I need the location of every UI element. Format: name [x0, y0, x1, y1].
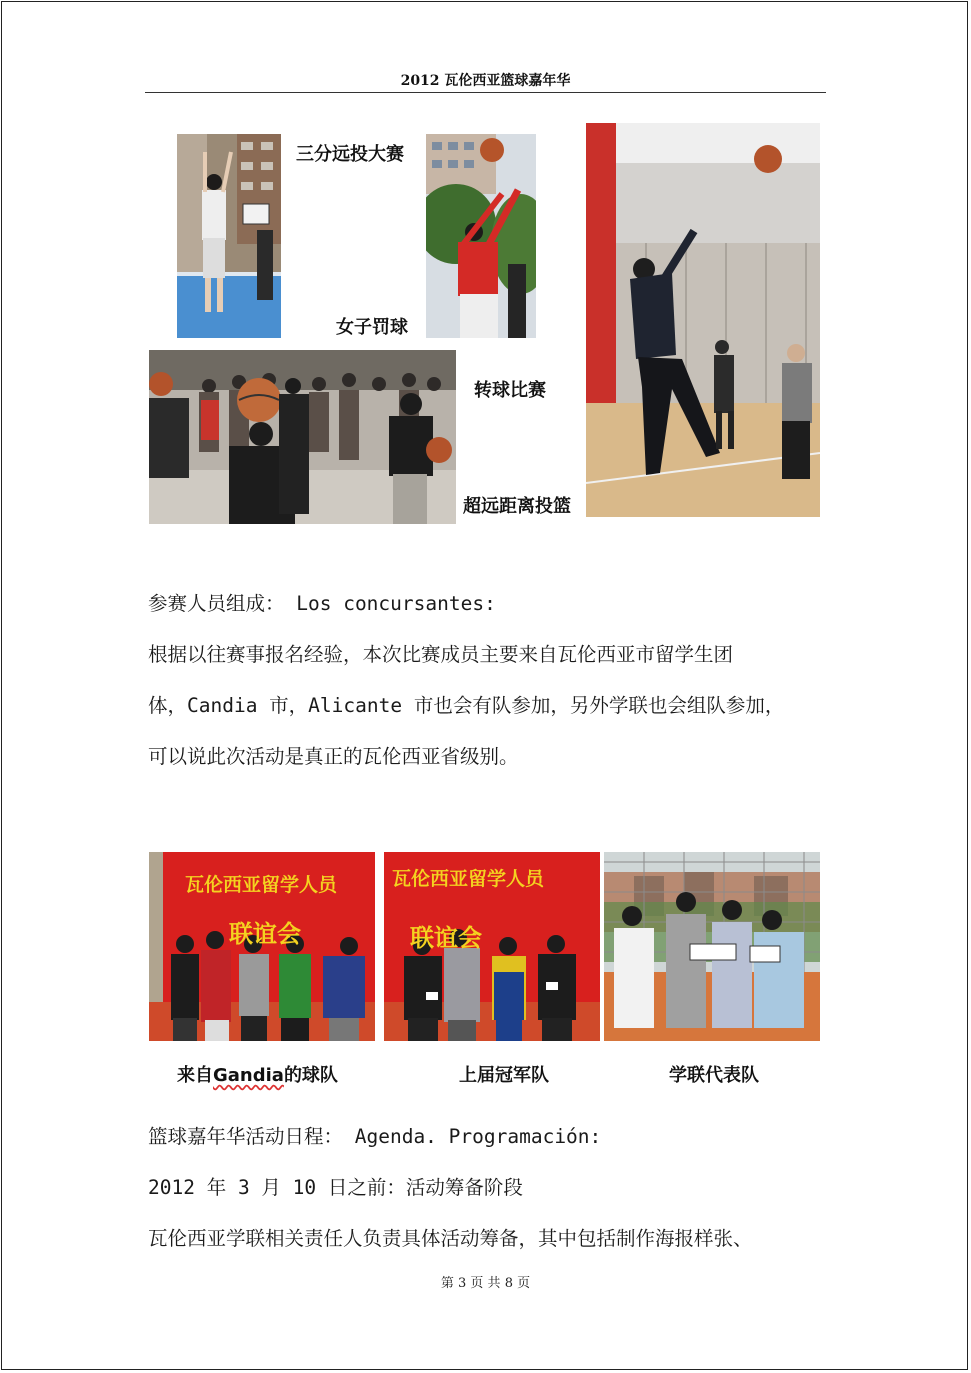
- caption-gandia-word: Gandia: [213, 1065, 284, 1086]
- photo-gandia-team: [149, 852, 375, 1041]
- caption-gandia-suffix: 的球队: [283, 1065, 338, 1086]
- participants-heading: 参赛人员组成： Los concursantes:: [148, 592, 496, 615]
- participants-line-2: 体，Candia 市，Alicante 市也会有队参加，另外学联也会组队参加，: [148, 694, 785, 717]
- photo-union-team: [604, 852, 820, 1041]
- banner-line-2: 联谊会: [410, 924, 482, 952]
- participants-line-3: 可以说此次活动是真正的瓦伦西亚省级别。: [148, 745, 519, 768]
- caption-gandia-prefix: 来自: [177, 1065, 213, 1086]
- caption-champion-team: 上届冠军队: [459, 1065, 549, 1086]
- photo-women-free-throw: [426, 134, 536, 338]
- photo-long-distance-shot: [586, 123, 820, 517]
- participants-line-1: 根据以往赛事报名经验，本次比赛成员主要来自瓦伦西亚市留学生团: [148, 643, 734, 666]
- caption-long-distance-shot: 超远距离投篮: [463, 496, 571, 517]
- agenda-heading: 篮球嘉年华活动日程： Agenda. Programación:: [148, 1125, 602, 1148]
- header-rule: [145, 92, 826, 93]
- page-header-title: 2012 瓦伦西亚篮球嘉年华: [400, 73, 571, 89]
- photo-three-point-contest: [177, 134, 281, 338]
- page-footer: 第 3 页 共 8 页: [440, 1276, 531, 1291]
- banner-line-1: 瓦伦西亚留学人员: [185, 874, 338, 896]
- banner-line-1: 瓦伦西亚留学人员: [392, 868, 545, 890]
- caption-women-free-throw: 女子罚球: [336, 317, 408, 338]
- caption-gandia-team: [177, 1061, 338, 1087]
- caption-three-point-contest: 三分远投大赛: [296, 144, 404, 165]
- caption-ball-spin-contest: 转球比赛: [474, 380, 546, 401]
- photo-champion-team: [384, 852, 600, 1041]
- photo-ball-spin-contest: [149, 350, 456, 524]
- agenda-line-2: 瓦伦西亚学联相关责任人负责具体活动筹备，其中包括制作海报样张、: [148, 1227, 753, 1250]
- banner-line-2: 联谊会: [229, 920, 301, 948]
- agenda-line-1: 2012 年 3 月 10 日之前：活动筹备阶段: [148, 1176, 523, 1199]
- caption-union-team: 学联代表队: [669, 1065, 759, 1086]
